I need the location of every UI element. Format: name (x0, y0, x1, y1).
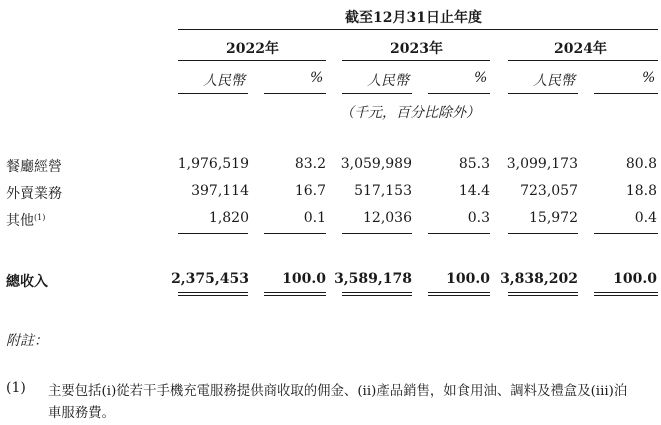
cell: 12,036 (363, 210, 412, 226)
unit-rmb-2024: 人民幣 (533, 73, 575, 89)
year-2024-rule (508, 60, 658, 61)
subtotal-rule (594, 233, 658, 234)
cell: 0.3 (467, 210, 490, 226)
row-label-text: 其他 (6, 213, 34, 229)
period-header: 截至12月31日止年度 (345, 10, 482, 26)
unit-rmb-2023: 人民幣 (367, 73, 409, 89)
cell: 723,057 (520, 183, 578, 199)
total-double-rule (264, 292, 326, 296)
total-cell: 100.0 (282, 271, 326, 287)
total-double-rule (594, 292, 658, 296)
subtotal-rule (428, 233, 490, 234)
unit-pct-2024: % (642, 70, 656, 86)
cell: 14.4 (458, 183, 490, 199)
total-cell: 100.0 (613, 271, 657, 287)
footnote-marker: (1) (6, 380, 26, 396)
footnote-ref: (1) (34, 213, 46, 222)
unit-rule-4 (428, 93, 490, 94)
unit-rmb-2022: 人民幣 (203, 73, 245, 89)
total-cell: 3,838,202 (500, 271, 578, 287)
unit-rule-1 (178, 93, 248, 94)
cell: 18.8 (625, 183, 657, 199)
total-cell: 2,375,453 (171, 271, 249, 287)
unit-rule-5 (508, 93, 578, 94)
cell: 16.7 (294, 183, 326, 199)
subtotal-rule (342, 233, 412, 234)
row-label: 外賣業務 (6, 186, 62, 202)
cell: 397,114 (191, 183, 249, 199)
cell: 3,099,173 (506, 156, 578, 172)
unit-rule-6 (594, 93, 658, 94)
total-cell: 100.0 (446, 271, 490, 287)
footnote-line-2: 車服務費。 (48, 406, 115, 421)
footnote-line-1: 主要包括(i)從若干手機充電服務提供商收取的佣金、(ii)產品銷售，如食用油、調料及禮盒及(iii)泊 (48, 384, 628, 399)
unit-note: （千元，百分比除外） (340, 105, 480, 121)
year-2023: 2023年 (390, 41, 443, 57)
cell: 0.1 (303, 210, 326, 226)
cell: 0.4 (634, 210, 657, 226)
row-label: 餐廳經營 (6, 159, 62, 175)
cell: 1,976,519 (177, 156, 249, 172)
total-double-rule (342, 292, 412, 296)
cell: 3,059,989 (340, 156, 412, 172)
total-label: 總收入 (6, 274, 48, 290)
subtotal-rule (508, 233, 578, 234)
unit-pct-2023: % (474, 70, 488, 86)
cell: 15,972 (529, 210, 578, 226)
subtotal-rule (264, 233, 326, 234)
cell: 1,820 (208, 210, 249, 226)
year-2022-rule (178, 60, 326, 61)
total-double-rule (178, 292, 248, 296)
cell: 517,153 (354, 183, 412, 199)
subtotal-rule (178, 233, 248, 234)
cell: 80.8 (625, 156, 657, 172)
unit-rule-2 (264, 93, 326, 94)
total-double-rule (428, 292, 490, 296)
cell: 85.3 (458, 156, 490, 172)
row-label (6, 210, 45, 230)
year-2023-rule (342, 60, 490, 61)
total-double-rule (508, 292, 578, 296)
unit-pct-2022: % (310, 70, 324, 86)
unit-rule-3 (342, 93, 412, 94)
year-2022: 2022年 (226, 41, 279, 57)
cell: 83.2 (294, 156, 326, 172)
year-2024: 2024年 (554, 41, 607, 57)
total-cell: 3,589,178 (334, 271, 412, 287)
notes-title: 附註： (6, 333, 48, 349)
period-header-rule (178, 29, 658, 30)
